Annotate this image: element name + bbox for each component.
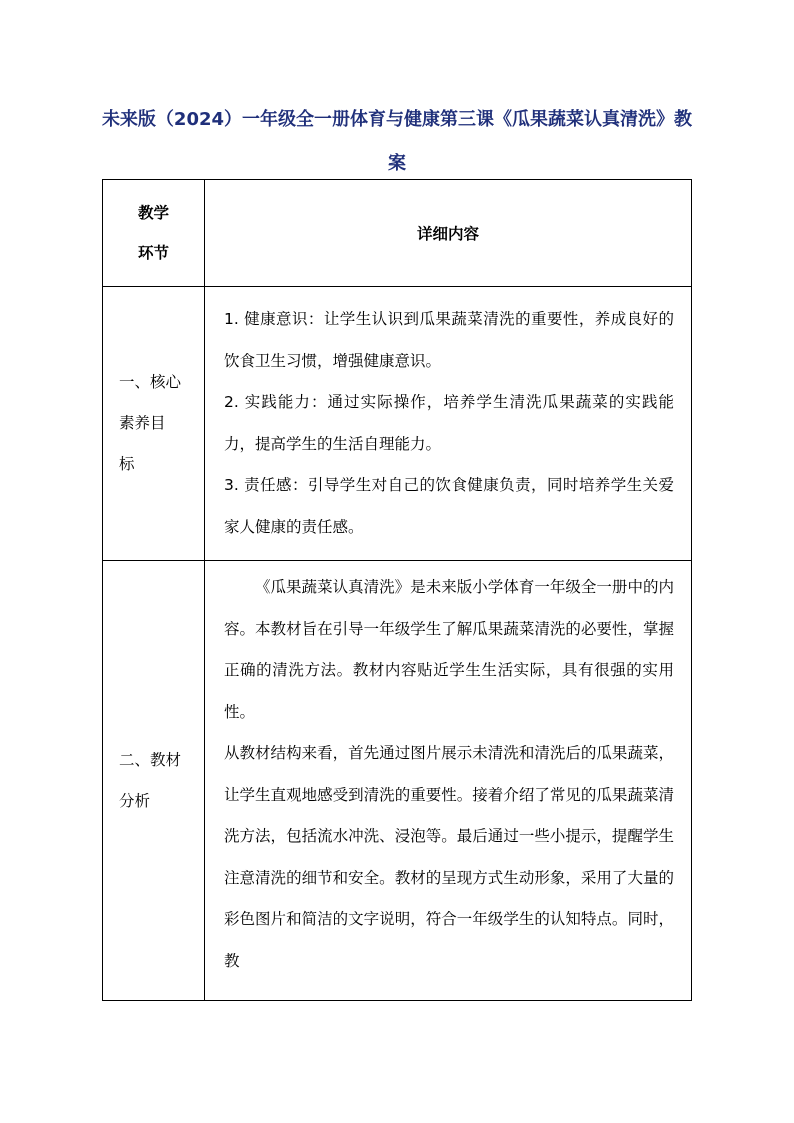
detail-cell-material-analysis bbox=[205, 561, 692, 1001]
table-row-material-analysis bbox=[103, 561, 692, 1001]
lesson-plan-table bbox=[102, 179, 692, 1001]
header-stage-line1: 教学 bbox=[137, 204, 169, 222]
stage-label-material-analysis bbox=[103, 561, 205, 1001]
analysis-paragraph-structure: 从教材结构来看，首先通过图片展示未清洗和清洗后的瓜果蔬菜，让学生直观地感受到清洗的重要性。接着介绍了常见的瓜果蔬菜清洗方法，包括流水冲洗、浸泡等。最后通过一些小提示，提醒学生注意清洗的细节和安全。教材的呈现方式生动形象，采用了大量的彩色图片和简洁的文字说明，符合一年级学生的认知特点。同时，教 bbox=[224, 744, 674, 970]
goal-health-awareness: 1. 健康意识：让学生认识到瓜果蔬菜清洗的重要性，养成良好的饮食卫生习惯，增强健康意识。 bbox=[224, 310, 674, 370]
stage-label-line: 二、教材 bbox=[119, 750, 182, 769]
header-detail-cell: 详细内容 bbox=[205, 180, 692, 287]
stage-label-line: 素养目 bbox=[119, 414, 166, 432]
header-stage-line2: 环节 bbox=[137, 244, 169, 262]
stage-label-line: 一、核心 bbox=[119, 373, 182, 391]
document-title: 未来版（2024）一年级全一册体育与健康第三课《瓜果蔬菜认真清洗》教案 bbox=[101, 109, 693, 174]
stage-label-line: 标 bbox=[119, 455, 135, 473]
detail-cell-core-goals bbox=[205, 287, 692, 561]
stage-label-core-goals bbox=[103, 287, 205, 561]
analysis-text-wrap bbox=[224, 561, 674, 1000]
analysis-paragraph-intro: 《瓜果蔬菜认真清洗》是未来版小学体育一年级全一册中的内容。本教材旨在引导一年级学生了解瓜果蔬菜清洗的必要性，掌握正确的清洗方法。教材内容贴近学生生活实际，具有很强的实用性。 bbox=[224, 578, 674, 721]
goal-practical-ability: 2. 实践能力：通过实际操作，培养学生清洗瓜果蔬菜的实践能力，提高学生的生活自理能力。 bbox=[224, 393, 674, 453]
goal-responsibility: 3. 责任感：引导学生对自己的饮食健康负责，同时培养学生关爱家人健康的责任感。 bbox=[224, 476, 674, 536]
table-row-core-goals bbox=[103, 287, 692, 561]
header-stage-cell bbox=[103, 180, 205, 287]
table-header-row bbox=[103, 180, 692, 287]
stage-label-line: 分析 bbox=[119, 791, 151, 810]
